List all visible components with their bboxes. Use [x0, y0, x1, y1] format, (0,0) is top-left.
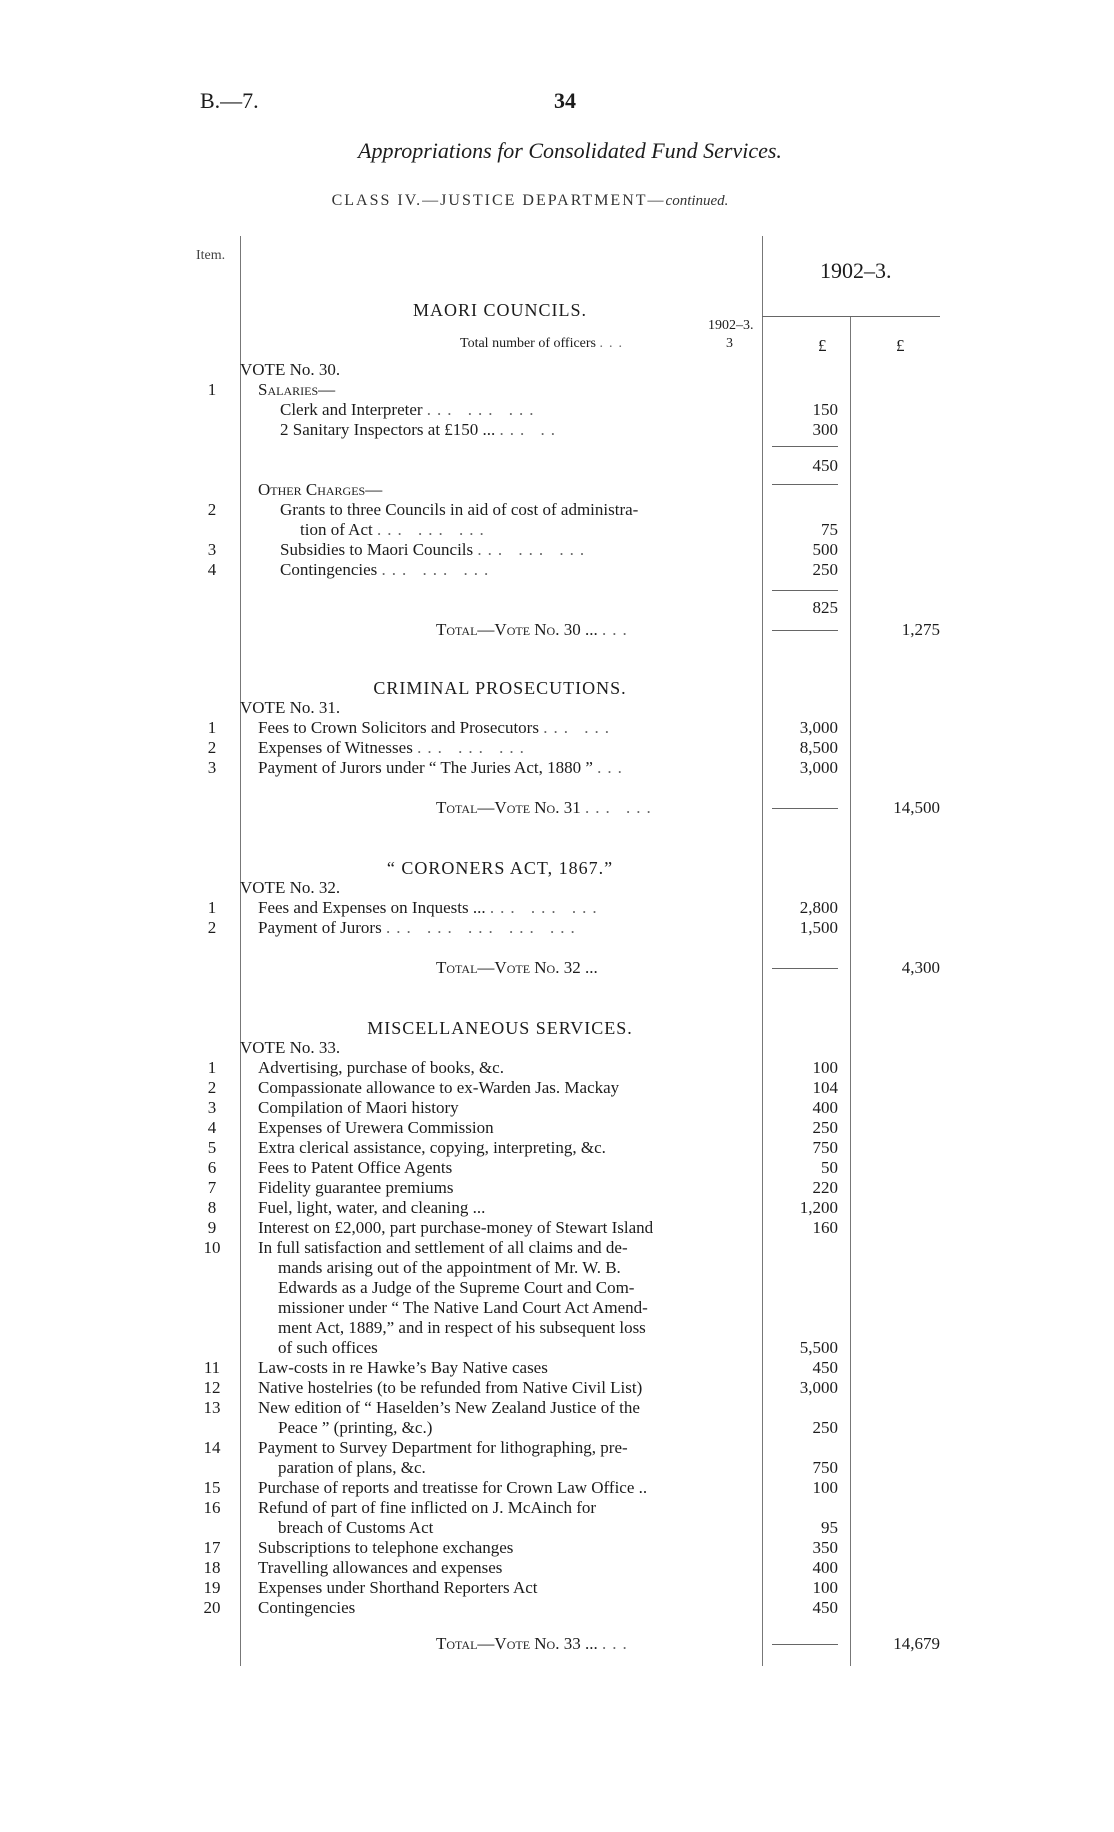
table-row: 3 Payment of Jurors under “ The Juries Act, 1880 ” ... 3,000	[207, 758, 838, 777]
item-label: Peace ” (printing, &c.)	[278, 1418, 433, 1437]
class-title-main: CLASS IV.—JUSTICE DEPARTMENT—	[331, 192, 666, 209]
item-label: Contingencies	[258, 1598, 356, 1617]
item-amount: 100	[812, 1058, 838, 1077]
pound-sign-total: £	[896, 336, 905, 355]
item-label: In full satisfaction and settlement of all claims and de-	[258, 1238, 628, 1257]
page-number: 34	[554, 88, 576, 113]
table-row	[0, 1078, 1114, 1098]
table-row: 2 Payment of Jurors ... ... ... ... ... 1,500	[207, 918, 838, 937]
item-number: 17	[203, 1538, 221, 1557]
maori-councils-heading: MAORI COUNCILS.	[412, 300, 587, 320]
table-row	[0, 1058, 1114, 1078]
item-number: 11	[203, 1358, 221, 1377]
vote-32-total: 4,300	[901, 958, 940, 977]
table-row	[0, 1518, 1114, 1538]
class-title	[200, 192, 860, 210]
officers-count: 3	[726, 336, 733, 351]
table-row: 2 Expenses of Witnesses ... ... ... 8,500	[207, 738, 838, 757]
total-row: Total—Vote No. 33 ... ...	[436, 1634, 633, 1653]
item-label: Expenses of Urewera Commission	[258, 1118, 494, 1137]
vote-33-label: VOTE No. 33.	[240, 1038, 341, 1057]
salaries-subtotal: 450	[812, 456, 838, 475]
item-number: 14	[203, 1438, 221, 1457]
total-rule	[772, 968, 838, 969]
item-amount: 160	[812, 1218, 838, 1237]
item-amount: 104	[812, 1078, 838, 1097]
table-row	[0, 1238, 1114, 1258]
item-label: Law-costs in re Hawke’s Bay Native cases	[258, 1358, 548, 1377]
table-row	[0, 1378, 1114, 1398]
item-label: of such offices	[278, 1338, 378, 1357]
total-rule	[772, 1644, 838, 1645]
year-column-header: 1902–3.	[820, 258, 892, 283]
item-number: 8	[207, 1198, 217, 1217]
item-number: 4	[207, 1118, 217, 1137]
table-row: tion of Act ... ... ... 75	[300, 520, 838, 539]
item-amount: 350	[812, 1538, 838, 1557]
table-row	[0, 1558, 1114, 1578]
coroners-act-heading: “ CORONERS ACT, 1867.”	[386, 858, 614, 878]
item-label: Expenses under Shorthand Reporters Act	[258, 1578, 538, 1597]
item-amount: 750	[812, 1138, 838, 1157]
item-number: 10	[203, 1238, 221, 1257]
item-label: Refund of part of fine inflicted on J. McAinch for	[258, 1498, 597, 1517]
item-number: 6	[207, 1158, 217, 1177]
table-row	[0, 1538, 1114, 1558]
table-row	[0, 1318, 1114, 1338]
total-row: Total—Vote No. 32 ...	[436, 958, 598, 977]
table-row	[0, 1498, 1114, 1518]
item-number: 1	[207, 1058, 217, 1077]
item-number: 12	[203, 1378, 221, 1397]
table-row: 2 Grants to three Councils in aid of cost of administra-	[207, 500, 639, 519]
table-row	[0, 1578, 1114, 1598]
document-title: Appropriations for Consolidated Fund Services.	[358, 138, 782, 163]
total-rule	[772, 630, 838, 631]
item-label: Purchase of reports and treatisse for Crown Law Office ..	[258, 1478, 648, 1497]
table-row: Clerk and Interpreter ... ... ... 150	[280, 400, 838, 419]
class-title-continued: continued.	[665, 193, 729, 209]
item-label: New edition of “ Haselden’s New Zealand Justice of the	[258, 1398, 640, 1417]
item-number: 13	[203, 1398, 221, 1417]
subtotal-rule	[772, 590, 838, 591]
table-row: 2 Sanitary Inspectors at £150 ... ... .. 300	[280, 420, 838, 439]
table-row	[0, 1338, 1114, 1358]
item-amount: 450	[812, 1598, 838, 1617]
vote-31-total: 14,500	[893, 798, 940, 817]
table-row	[0, 1218, 1114, 1238]
table-row: 4 Contingencies ... ... ... 250	[207, 560, 838, 579]
item-label: Travelling allowances and expenses	[258, 1558, 503, 1577]
item-label: Extra clerical assistance, copying, interpreting, &c.	[258, 1138, 606, 1157]
item-number: 7	[207, 1178, 217, 1197]
item-amount: 400	[812, 1098, 838, 1117]
table-row: 3 Subsidies to Maori Councils ... ... ... 500	[207, 540, 838, 559]
item-amount: 1,200	[799, 1198, 838, 1217]
officers-label: Total number of officers ...	[460, 336, 628, 351]
page-reference: B.—7.	[200, 88, 259, 113]
table-row	[0, 1298, 1114, 1318]
item-label: ment Act, 1889,” and in respect of his subsequent loss	[278, 1318, 646, 1337]
item-label: Fees to Patent Office Agents	[258, 1158, 453, 1177]
item-amount: 3,000	[799, 1378, 838, 1397]
item-number: 18	[203, 1558, 221, 1577]
item-amount: 5,500	[799, 1338, 838, 1357]
item-label: Fidelity guarantee premiums	[258, 1178, 454, 1197]
other-charges-subtotal: 825	[812, 598, 838, 617]
item-number: 16	[203, 1498, 221, 1517]
vote-32-label: VOTE No. 32.	[240, 878, 341, 897]
item-label: paration of plans, &c.	[278, 1458, 426, 1477]
item-number: 19	[203, 1578, 221, 1597]
item-amount: 95	[821, 1518, 838, 1537]
table-row	[0, 1138, 1114, 1158]
item-number: 5	[207, 1138, 217, 1157]
item-label: Compilation of Maori history	[258, 1098, 459, 1117]
item-amount: 250	[812, 1418, 838, 1437]
item-label: Interest on £2,000, part purchase-money of Stewart Island	[258, 1218, 654, 1237]
item-amount: 750	[812, 1458, 838, 1477]
item-amount: 100	[812, 1578, 838, 1597]
total-rule	[772, 808, 838, 809]
item-number: 15	[203, 1478, 221, 1497]
other-charges-header-row: Other Charges—	[258, 480, 383, 499]
miscellaneous-services-heading: MISCELLANEOUS SERVICES.	[367, 1018, 633, 1038]
officers-year: 1902–3.	[708, 318, 754, 333]
table-row	[0, 1118, 1114, 1138]
salaries-header-row: 1 Salaries—	[207, 380, 336, 399]
vote-30-label: VOTE No. 30.	[240, 360, 341, 379]
item-label: Compassionate allowance to ex-Warden Jas. Mackay	[258, 1078, 620, 1097]
criminal-prosecutions-heading: CRIMINAL PROSECUTIONS.	[373, 678, 627, 698]
item-amount: 50	[821, 1158, 838, 1177]
item-label: Subscriptions to telephone exchanges	[258, 1538, 514, 1557]
subtotal-rule	[772, 446, 838, 447]
table-row	[0, 1478, 1114, 1498]
item-column-header: Item.	[196, 248, 226, 263]
table-row	[0, 1598, 1114, 1618]
vote-30-total: 1,275	[901, 620, 940, 639]
item-amount: 400	[812, 1558, 838, 1577]
table-row	[0, 1418, 1114, 1438]
item-amount: 100	[812, 1478, 838, 1497]
table-row	[0, 1278, 1114, 1298]
total-row: Total—Vote No. 30 ... ...	[436, 620, 633, 639]
table-row	[0, 1178, 1114, 1198]
vote-33-total: 14,679	[893, 1634, 940, 1653]
item-label: Advertising, purchase of books, &c.	[258, 1058, 504, 1077]
item-label: Native hostelries (to be refunded from Native Civil List)	[258, 1378, 643, 1397]
table-row	[0, 1198, 1114, 1218]
item-label: breach of Customs Act	[278, 1518, 434, 1537]
item-number: 20	[203, 1598, 221, 1617]
table-row: 1 Fees to Crown Solicitors and Prosecutors ... ... 3,000	[207, 718, 838, 737]
table-row	[0, 1158, 1114, 1178]
item-number: 3	[207, 1098, 217, 1117]
item-number: 2	[207, 1078, 217, 1097]
item-label: missioner under “ The Native Land Court Act Amend-	[278, 1298, 648, 1317]
table-row	[0, 1258, 1114, 1278]
table-row	[0, 1458, 1114, 1478]
item-number: 9	[207, 1218, 217, 1237]
total-row: Total—Vote No. 31 ... ...	[436, 798, 657, 817]
year-header-rule	[762, 316, 940, 317]
pound-sign-amount: £	[818, 336, 827, 355]
table-row	[0, 1438, 1114, 1458]
item-label: mands arising out of the appointment of Mr. W. B.	[278, 1258, 621, 1277]
vote-31-label: VOTE No. 31.	[240, 698, 341, 717]
table-row	[0, 1398, 1114, 1418]
item-label: Edwards as a Judge of the Supreme Court and Com-	[278, 1278, 635, 1297]
table-row	[0, 1358, 1114, 1378]
table-row	[0, 1098, 1114, 1118]
item-amount: 250	[812, 1118, 838, 1137]
item-label: Payment to Survey Department for lithographing, pre-	[258, 1438, 628, 1457]
item-label: Fuel, light, water, and cleaning ...	[258, 1198, 486, 1217]
table-row: 1 Fees and Expenses on Inquests ... ... ... ... 2,800	[207, 898, 838, 917]
item-amount: 220	[812, 1178, 838, 1197]
item-amount: 450	[812, 1358, 838, 1377]
